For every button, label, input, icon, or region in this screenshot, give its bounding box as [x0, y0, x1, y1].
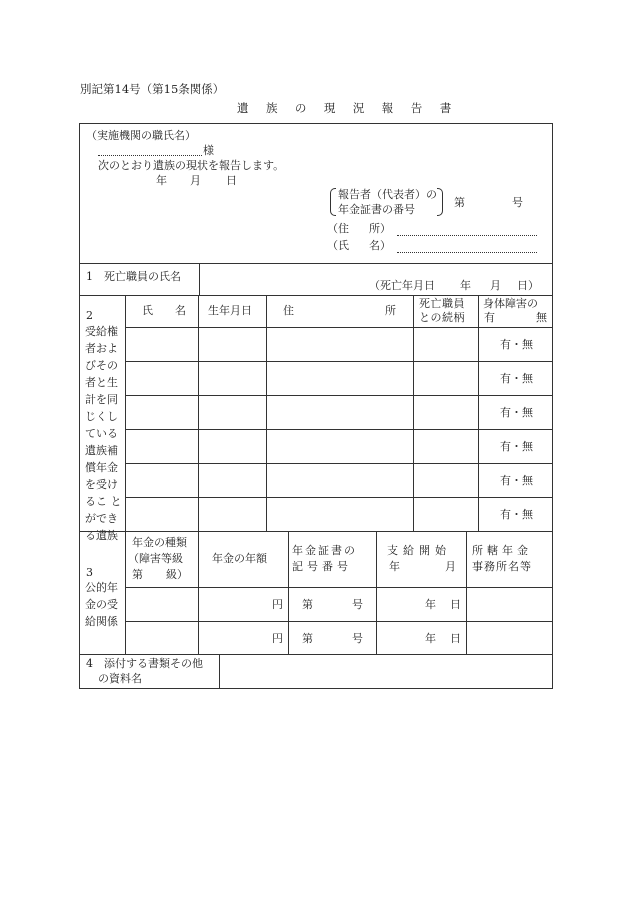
section1-label: 1 死亡職員の氏名 — [86, 270, 181, 283]
cert-no-pre: 第 — [454, 196, 465, 209]
cert-no-pre: 第 — [302, 598, 313, 611]
col-pension-type-2: （障害等級 — [128, 552, 183, 565]
col-disability-2b: 無 — [536, 311, 547, 324]
col-start-2a: 年 — [389, 560, 400, 573]
brace-right — [437, 188, 443, 216]
section3-col-type — [198, 531, 199, 654]
col-pension-amount: 年金の年額 — [212, 552, 267, 565]
disability-toggle[interactable]: 有・無 — [500, 474, 533, 487]
section2-row-5 — [125, 497, 552, 498]
section2-number: 2 — [86, 309, 93, 322]
yen-unit: 円 — [272, 598, 283, 611]
col-start-2b: 月 — [445, 560, 456, 573]
honorific: 様 — [203, 144, 214, 157]
section2-row-3 — [125, 429, 552, 430]
name-label-b: 名） — [369, 239, 391, 252]
divider-section4-top — [80, 654, 552, 655]
document-title: 遺 族 の 現 況 報 告 書 — [237, 101, 459, 115]
section2-row-1 — [125, 361, 552, 362]
disability-toggle[interactable]: 有・無 — [500, 406, 533, 419]
agency-label: （実施機関の職氏名） — [86, 129, 196, 142]
cert-no-post: 号 — [352, 632, 363, 645]
section2-label-col — [125, 295, 126, 531]
disability-toggle[interactable]: 有・無 — [500, 508, 533, 521]
col-pension-type-1: 年金の種類 — [132, 536, 187, 549]
col-name-b: 名 — [175, 304, 186, 317]
section3-number: 3 — [86, 566, 93, 579]
section3-header-bottom — [125, 587, 552, 588]
col-pension-type-3b: 級） — [166, 568, 188, 581]
date-month: 月 — [190, 174, 201, 187]
col-disability-2a: 有 — [484, 311, 495, 324]
col-relation-2: との続柄 — [419, 311, 465, 324]
col-office-2: 事務所名等 — [472, 560, 532, 573]
col-relation-1: 死亡職員 — [419, 297, 465, 310]
name-line[interactable] — [397, 252, 537, 253]
col-name-a: 氏 — [142, 304, 153, 317]
cert-no-pre: 第 — [302, 632, 313, 645]
disability-toggle[interactable]: 有・無 — [500, 338, 533, 351]
section2-row-4 — [125, 463, 552, 464]
section2-col-name — [198, 295, 199, 531]
divider-section1-top — [80, 263, 552, 264]
death-date-month: 月 — [490, 279, 501, 292]
death-date-a: （死亡年月日 — [369, 279, 435, 292]
col-office-1: 所轄年金 — [472, 544, 532, 557]
start-month: 日 — [450, 598, 461, 611]
section3-col-amount — [288, 531, 289, 654]
address-label-b: 所） — [369, 222, 391, 235]
section2-col-addr — [413, 295, 414, 531]
section2-header-bottom — [125, 327, 552, 328]
death-date-year: 年 — [460, 279, 471, 292]
address-label-a: （住 — [327, 222, 349, 235]
col-address-b: 所 — [385, 304, 396, 317]
disability-toggle[interactable]: 有・無 — [500, 440, 533, 453]
date-day: 日 — [226, 174, 237, 187]
start-month: 日 — [450, 632, 461, 645]
section4-label-1: 4 添付する書類その他 — [86, 657, 203, 670]
start-year: 年 — [425, 598, 436, 611]
form-reference: 別記第14号（第15条関係） — [80, 82, 225, 96]
divider-section1-vertical — [199, 263, 200, 295]
section3-row-1 — [125, 621, 552, 622]
statement: 次のとおり遺族の現状を報告します。 — [98, 159, 285, 172]
section3-col-cert — [376, 531, 377, 654]
report-form — [79, 123, 553, 689]
death-date-day: 日） — [517, 279, 539, 292]
divider-section2-top — [80, 295, 552, 296]
section4-vertical — [219, 654, 220, 688]
cert-label-2: 年金証書の番号 — [338, 203, 415, 216]
col-pension-type-3a: 第 — [132, 568, 143, 581]
col-disability-1: 身体障害の — [483, 297, 538, 310]
col-dob: 生年月日 — [208, 304, 252, 317]
col-start-1: 支給開始 — [387, 544, 451, 557]
address-line[interactable] — [397, 235, 537, 236]
cert-label-1: 報告者（代表者）の — [338, 188, 437, 201]
agency-name-line[interactable] — [98, 155, 202, 156]
col-address-a: 住 — [283, 304, 294, 317]
start-year: 年 — [425, 632, 436, 645]
cert-no-post: 号 — [512, 196, 523, 209]
section2-col-dob — [266, 295, 267, 531]
brace-left — [330, 188, 336, 216]
section2-row-2 — [125, 395, 552, 396]
col-cert-1: 年金証書の — [292, 544, 357, 557]
disability-toggle[interactable]: 有・無 — [500, 372, 533, 385]
section4-label-2: の資料名 — [98, 672, 142, 685]
section3-label-col — [125, 531, 126, 654]
section3-col-start — [466, 531, 467, 654]
name-label-a: （氏 — [327, 239, 349, 252]
section3-label: 公的年 金の受 給関係 — [85, 581, 118, 628]
yen-unit: 円 — [272, 632, 283, 645]
section2-label: 受給権 者およ びその 者と生 計を同 じくし ている 遺族補 償年金 を受け るこ と ができ る遺族 — [85, 325, 122, 542]
divider-section3-top — [80, 531, 552, 532]
col-cert-2: 記号番号 — [292, 560, 352, 573]
date-year: 年 — [156, 174, 167, 187]
section2-col-rel — [478, 295, 479, 531]
cert-no-post: 号 — [352, 598, 363, 611]
